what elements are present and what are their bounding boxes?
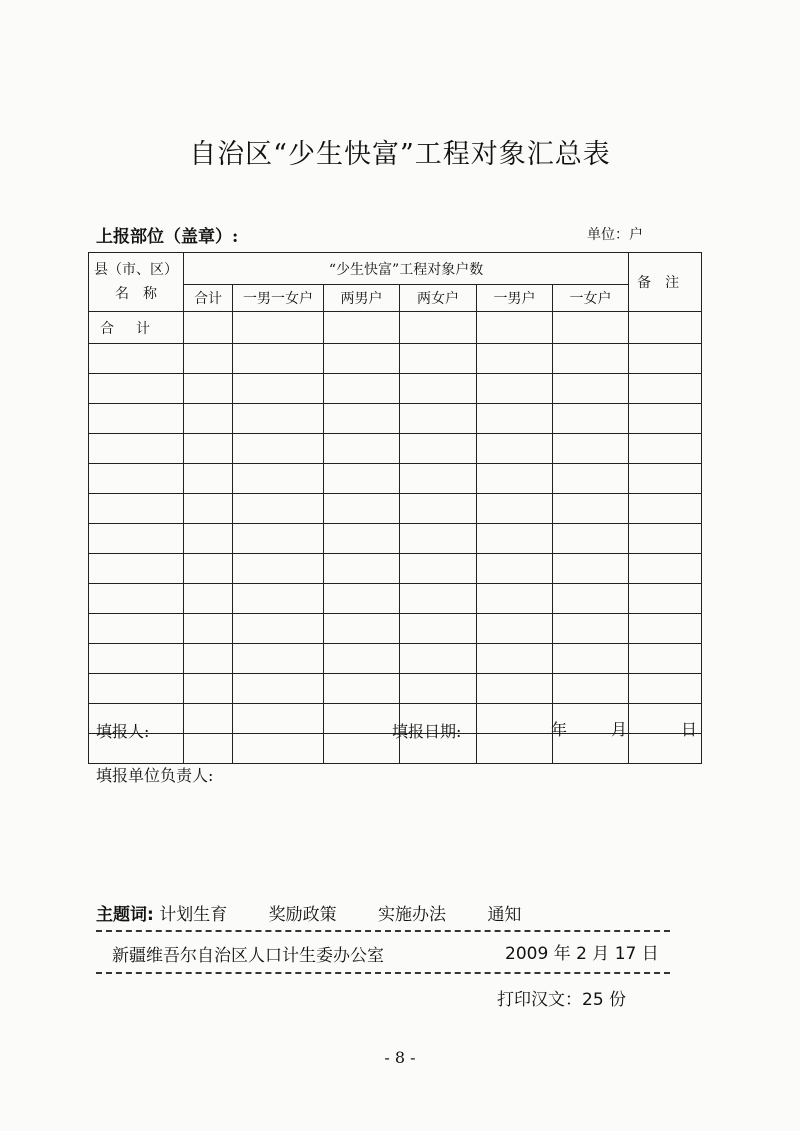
- table-cell: [400, 494, 477, 524]
- household-count-group-header: “少生快富”工程对象户数: [184, 253, 629, 285]
- table-cell: [400, 554, 477, 584]
- table-cell: [89, 344, 184, 374]
- col-header-one-girl: 一女户: [553, 285, 629, 312]
- table-cell: [233, 704, 324, 734]
- table-cell: [324, 524, 400, 554]
- table-cell: [233, 344, 324, 374]
- keyword-item: 奖励政策: [268, 905, 337, 925]
- table-cell: [184, 704, 233, 734]
- reporting-unit-label: 上报部位（盖章）:: [96, 227, 239, 247]
- table-cell: [233, 464, 324, 494]
- col-header-total: 合计: [184, 285, 233, 312]
- fill-date-day: 日: [681, 720, 698, 739]
- fill-date-year: 年: [551, 720, 568, 739]
- header-row-1: [89, 253, 702, 285]
- total-row: [89, 312, 702, 344]
- table-cell: [400, 644, 477, 674]
- table-row: [89, 644, 702, 674]
- table-cell: [400, 374, 477, 404]
- table-cell: [553, 434, 629, 464]
- table-cell: [89, 584, 184, 614]
- table-cell: [553, 644, 629, 674]
- remarks-header: 备注: [629, 253, 702, 312]
- issue-date: 2009 年 2 月 17 日: [505, 944, 659, 964]
- table-cell: [553, 674, 629, 704]
- table-cell: [400, 524, 477, 554]
- table-cell: [477, 554, 553, 584]
- table-row: [89, 404, 702, 434]
- table-cell: [184, 554, 233, 584]
- table-cell: [477, 312, 553, 344]
- table-cell: [477, 434, 553, 464]
- issuing-office: 新疆维吾尔自治区人口计生委办公室: [112, 946, 384, 966]
- table-cell: [629, 674, 702, 704]
- table-cell: [324, 644, 400, 674]
- table-cell: [89, 404, 184, 434]
- table-cell: [629, 312, 702, 344]
- table-row: [89, 494, 702, 524]
- table-row: [89, 464, 702, 494]
- table-cell: [629, 554, 702, 584]
- table-cell: [184, 494, 233, 524]
- table-cell: [400, 584, 477, 614]
- table-cell: [89, 524, 184, 554]
- table-cell: [400, 434, 477, 464]
- table-row: [89, 374, 702, 404]
- fill-date-label: 填报日期:: [392, 722, 462, 741]
- table-cell: [233, 674, 324, 704]
- table-row: [89, 674, 702, 704]
- table-cell: [400, 464, 477, 494]
- table-cell: [400, 312, 477, 344]
- table-cell: [477, 584, 553, 614]
- table-cell: [233, 584, 324, 614]
- table-cell: [184, 344, 233, 374]
- table-cell: [324, 404, 400, 434]
- table-cell: [400, 404, 477, 434]
- table-cell: [553, 344, 629, 374]
- col-header-two-girls: 两女户: [400, 285, 477, 312]
- table-row: [89, 584, 702, 614]
- table-cell: [184, 404, 233, 434]
- table-cell: [477, 614, 553, 644]
- table-cell: [553, 614, 629, 644]
- table-cell: [400, 344, 477, 374]
- table-cell: [629, 374, 702, 404]
- table-cell: [629, 434, 702, 464]
- table-cell: [324, 704, 400, 734]
- total-row-label: 合计: [89, 312, 184, 344]
- table-cell: [324, 734, 400, 764]
- table-cell: [324, 312, 400, 344]
- table-cell: [233, 524, 324, 554]
- table-cell: [629, 404, 702, 434]
- unit-label: 单位：户: [587, 227, 643, 243]
- col-header-one-boy: 一男户: [477, 285, 553, 312]
- divider-line: [96, 930, 670, 932]
- table-cell: [629, 464, 702, 494]
- table-cell: [553, 464, 629, 494]
- table-cell: [477, 734, 553, 764]
- table-cell: [477, 704, 553, 734]
- table-cell: [477, 344, 553, 374]
- table-cell: [477, 374, 553, 404]
- table-row: [89, 524, 702, 554]
- table-cell: [184, 614, 233, 644]
- table-cell: [629, 614, 702, 644]
- table-cell: [553, 554, 629, 584]
- table-cell: [233, 404, 324, 434]
- table-cell: [184, 312, 233, 344]
- table-cell: [324, 674, 400, 704]
- keywords-label: 主题词:: [96, 905, 154, 925]
- county-name-label: 名 称: [115, 286, 157, 302]
- table-cell: [233, 644, 324, 674]
- table-cell: [553, 524, 629, 554]
- table-cell: [553, 404, 629, 434]
- keyword-item: 实施办法: [378, 905, 447, 925]
- table-cell: [477, 524, 553, 554]
- table-cell: [184, 674, 233, 704]
- summary-table: [88, 252, 702, 764]
- table-cell: [553, 584, 629, 614]
- print-copies: 打印汉文：25 份: [497, 990, 627, 1010]
- table-cell: [184, 734, 233, 764]
- table-cell: [629, 494, 702, 524]
- table-row: [89, 434, 702, 464]
- table-cell: [324, 434, 400, 464]
- fill-date-month: 月: [611, 720, 628, 739]
- keywords-line: [96, 900, 557, 925]
- table-cell: [233, 734, 324, 764]
- table-cell: [324, 614, 400, 644]
- table-cell: [89, 374, 184, 404]
- table-row: [89, 554, 702, 584]
- col-header-one-boy-one-girl: 一男一女户: [233, 285, 324, 312]
- table-cell: [400, 614, 477, 644]
- table-cell: [629, 344, 702, 374]
- table-row: [89, 344, 702, 374]
- divider-line: [96, 972, 670, 974]
- table-cell: [89, 494, 184, 524]
- table-cell: [324, 464, 400, 494]
- table-cell: [553, 374, 629, 404]
- table-cell: [233, 434, 324, 464]
- page-number: - 8 -: [384, 1048, 416, 1067]
- table-cell: [477, 404, 553, 434]
- table-cell: [184, 644, 233, 674]
- table-cell: [233, 494, 324, 524]
- table-cell: [400, 674, 477, 704]
- table-cell: [629, 644, 702, 674]
- table-cell: [233, 374, 324, 404]
- table-cell: [477, 494, 553, 524]
- table-cell: [184, 434, 233, 464]
- table-cell: [553, 494, 629, 524]
- table-cell: [324, 554, 400, 584]
- table-cell: [89, 674, 184, 704]
- supervisor-label: 填报单位负责人:: [96, 766, 214, 785]
- table-cell: [89, 554, 184, 584]
- table-cell: [233, 614, 324, 644]
- document-title: 自治区“少生快富”工程对象汇总表: [189, 139, 611, 170]
- filler-label: 填报人:: [96, 722, 150, 741]
- county-header: 县（市、区） 名 称: [89, 253, 184, 312]
- keyword-item: 通知: [487, 905, 522, 925]
- table-cell: [89, 464, 184, 494]
- col-header-two-boys: 两男户: [324, 285, 400, 312]
- table-cell: [89, 434, 184, 464]
- table-cell: [553, 312, 629, 344]
- table-cell: [233, 554, 324, 584]
- keyword-item: 计划生育: [159, 905, 228, 925]
- table-cell: [629, 524, 702, 554]
- table-cell: [477, 644, 553, 674]
- table-cell: [184, 464, 233, 494]
- table-cell: [629, 584, 702, 614]
- table-cell: [184, 584, 233, 614]
- table-cell: [324, 494, 400, 524]
- table-cell: [324, 344, 400, 374]
- table-cell: [324, 584, 400, 614]
- table-cell: [184, 374, 233, 404]
- table-cell: [89, 614, 184, 644]
- table-cell: [233, 312, 324, 344]
- table-row: [89, 614, 702, 644]
- table-cell: [89, 644, 184, 674]
- table-cell: [477, 464, 553, 494]
- table-cell: [184, 524, 233, 554]
- table-cell: [324, 374, 400, 404]
- table-cell: [477, 674, 553, 704]
